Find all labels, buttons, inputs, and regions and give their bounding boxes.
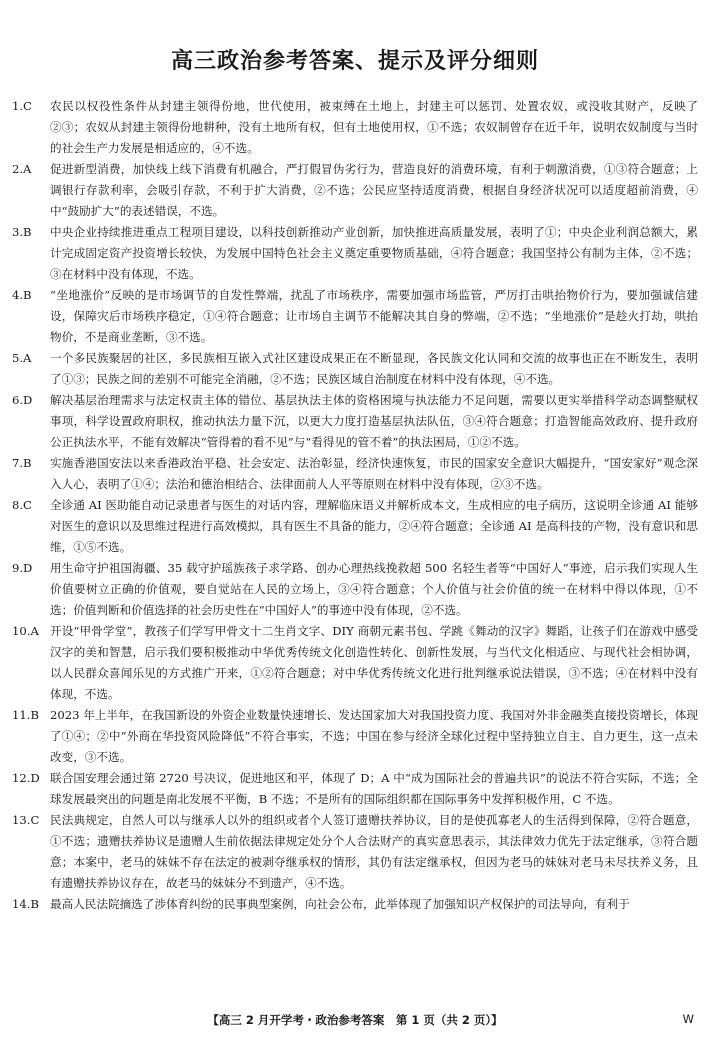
- answer-item: [12, 894, 698, 915]
- answer-text: 用生命守护祖国海疆、35 载守护瑶族孩子求学路、创办心理热线挽救超 500 名轻生者等“中国好人”事迹，启示我们实现人生价值要树立正确的价值观，要自觉站在人民的立场上，③④符合题意；个人价值与社会价值的统一在材料中得以体现，①不选；价值判断和价值选择的社会历史性在“中国好人”的事迹中没有体现，②不选。: [50, 561, 698, 617]
- answer-text: 联合国安理会通过第 2720 号决议，促进地区和平，体现了 D；A 中“成为国际社会的普遍共识”的说法不符合实际，不选；全球发展最突出的问题是南北发展不平衡，B 不选；不是所有的国际组织都在国际事务中发挥积极作用，C 不选。: [50, 771, 698, 806]
- answer-text: 中央企业持续推进重点工程项目建设，以科技创新推动产业创新，加快推进高质量发展，表明了①；中央企业利润总额大，累计完成固定资产投资增长较快，为发展中国特色社会主义奠定重要物质基础，④符合题意；我国坚持公有制为主体，②不选；③在材料中没有体现，不选。: [50, 225, 698, 281]
- answer-text: 2023 年上半年，在我国新设的外资企业数量快速增长、发达国家加大对我国投资力度、我国对外非金融类直接投资增长，体现了①④；②中“外商在华投资风险降低”不符合事实，不选；中国在参与经济全球化过程中坚持独立自主、自力更生，这一点未改变，③不选。: [50, 708, 698, 764]
- answer-text: 促进新型消费，加快线上线下消费有机融合，严打假冒伪劣行为，营造良好的消费环境，有利于刺激消费，①③符合题意；上调银行存款利率，会吸引存款，不利于扩大消费，②不选；公民应坚持适度消费，根据自身经济状况可以适度超前消费，④中“鼓励扩大”的表述错误，不选。: [50, 162, 698, 218]
- answer-item: [12, 768, 698, 810]
- answer-item: [12, 495, 698, 558]
- answer-item: [12, 159, 698, 222]
- answer-label: 5.A: [12, 351, 32, 365]
- answer-item: [12, 390, 698, 453]
- answer-text: 实施香港国安法以来香港政治平稳、社会安定、法治彰显，经济快速恢复，市民的国家安全意识大幅提升，“国安家好”观念深入人心，表明了①④；法治和德治相结合、法律面前人人平等原则在材料中没有体现，②③不选。: [50, 456, 698, 491]
- answer-text: 开设“甲骨学堂”，教孩子们学写甲骨文十二生肖文字、DIY 商朝元素书包、学跳《舞动的汉字》舞蹈，让孩子们在游戏中感受汉字的美和智慧，启示我们要积极推动中华优秀传统文化创造性转化、创新性发展，与当代文化相适应、与现代社会相协调，以人民群众喜闻乐见的方式推广开来，①②符合题意；对中华优秀传统文化进行批判继承说法错误，③不选；④在材料中没有体现，不选。: [50, 624, 698, 701]
- answer-text: 解决基层治理需求与法定权责主体的错位、基层执法主体的资格困境与执法能力不足问题，需要以更实举措科学动态调整赋权事项，科学设置政府职权，推动执法力量下沉，以更大力度打造基层执法队伍，③④符合题意；打造智能高效政府、提升政府公正执法水平，不能有效解决“管得着的看不见”与“看得见的管不着”的执法困局，①②不选。: [50, 393, 698, 449]
- answer-text: 民法典规定，自然人可以与继承人以外的组织或者个人签订遗赠扶养协议，目的是使孤寡老人的生活得到保障，②符合题意，①不选；遗赠扶养协议是遗赠人生前依据法律规定处分个人合法财产的真实意思表示，其法律效力优先于法定继承，③符合题意；本案中，老马的妹妹不存在法定的被剥夺继承权的情形，其仍有法定继承权，但因为老马的妹妹对老马未尽扶养义务，且有遗赠扶养协议存在，故老马的妹妹分不到遗产，④不选。: [50, 813, 698, 890]
- answer-text: 全诊通 AI 医助能自动记录患者与医生的对话内容，理解临床语义并解析成本文，生成相应的电子病历，这说明全诊通 AI 能够对医生的意识以及思维过程进行高效模拟，具有医生不具备的能力，②④符合题意；全诊通 AI 是高科技的产物，没有意识和思维，①⑤不选。: [50, 498, 698, 554]
- answer-label: 8.C: [12, 498, 32, 512]
- answer-label: 7.B: [12, 456, 32, 470]
- answer-text: 一个多民族聚居的社区，多民族相互嵌入式社区建设成果正在不断显现，各民族文化认同和交流的故事也正在不断发生，表明了①③；民族之间的差别不可能完全消融，②不选；民族区域自治制度在材料中没有体现，④不选。: [50, 351, 698, 386]
- page-title: 高三政治参考答案、提示及评分细则: [170, 49, 539, 74]
- answer-label: 2.A: [12, 162, 32, 176]
- answer-item: [12, 348, 698, 390]
- answer-item: [12, 222, 698, 285]
- answer-label: 9.D: [12, 561, 33, 575]
- answer-label: 10.A: [12, 624, 39, 638]
- answer-label: 4.B: [12, 288, 32, 302]
- answer-label: 1.C: [12, 99, 32, 113]
- answer-item: [12, 810, 698, 894]
- answer-item: [12, 453, 698, 495]
- answer-label: 13.C: [12, 813, 40, 827]
- page-footer: 【高三 2 月开学考・政治参考答案 第 1 页（共 2 页）】: [207, 1013, 503, 1027]
- answer-item: [12, 96, 698, 159]
- answer-label: 14.B: [12, 897, 39, 911]
- corner-mark: W: [682, 1012, 694, 1026]
- answer-text: “坐地涨价”反映的是市场调节的自发性弊端，扰乱了市场秩序，需要加强市场监管，严厉打击哄抬物价行为，要加强诚信建设，保障灾后市场秩序稳定，①④符合题意；让市场自主调节不能解决其自身的弊端，②不选；“坐地涨价”是趁火打劫，哄抬物价，不是商业垄断，③不选。: [50, 288, 698, 344]
- answer-label: 11.B: [12, 708, 39, 722]
- answer-text: 农民以权役性条件从封建主领得份地，世代使用，被束缚在土地上，封建主可以惩罚、处置农奴，或没收其财产，反映了②③；农奴从封建主领得份地耕种，没有土地所有权，但有土地使用权，①不选；农奴制曾存在近千年，说明农奴制度与当时的社会生产力发展是相适应的，④不选。: [50, 99, 698, 155]
- answer-list: [12, 96, 698, 915]
- answer-label: 6.D: [12, 393, 33, 407]
- answer-item: [12, 621, 698, 705]
- answer-item: [12, 705, 698, 768]
- answer-item: [12, 558, 698, 621]
- answer-label: 12.D: [12, 771, 40, 785]
- answer-text: 最高人民法院摘选了涉体育纠纷的民事典型案例，向社会公布，此举体现了加强知识产权保护的司法导向，有利于: [50, 897, 630, 911]
- answer-item: [12, 285, 698, 348]
- answer-label: 3.B: [12, 225, 32, 239]
